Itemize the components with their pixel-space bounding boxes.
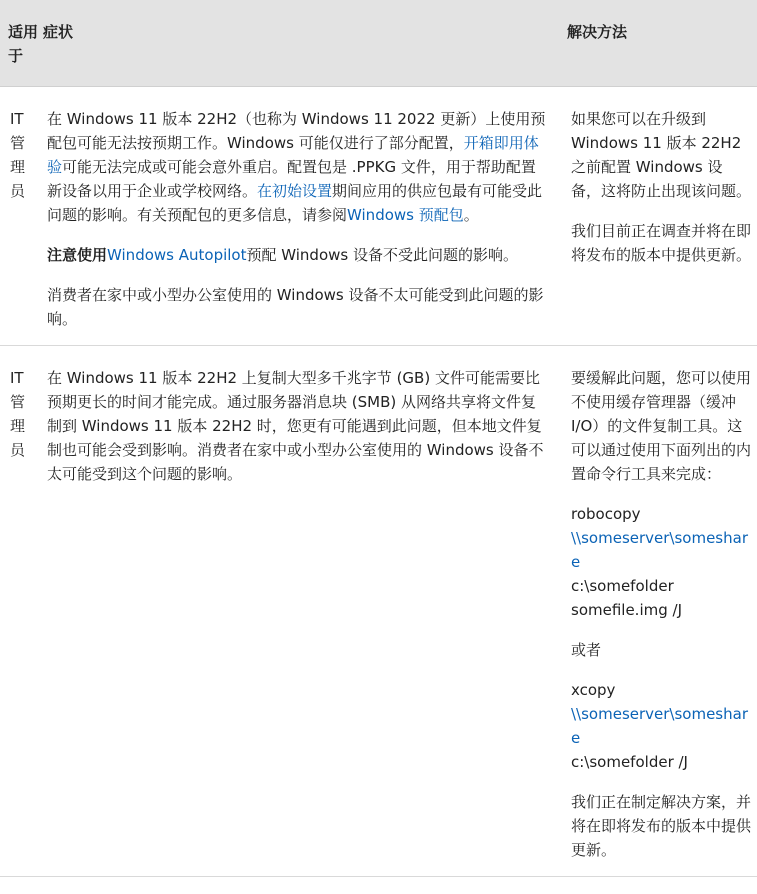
symptom-cell [40, 346, 563, 877]
header-applies-to: 适用于 [0, 0, 40, 87]
command-text: c:\somefolder [571, 577, 674, 595]
or-separator: 或者 [571, 641, 602, 659]
share-path-link[interactable]: \\someserver\someshare [571, 529, 748, 571]
initial-setup-link[interactable]: 在初始设置 [257, 182, 333, 200]
note-label: 注意使用 [47, 246, 108, 264]
symptom-cell [40, 87, 563, 346]
symptom-paragraph: 在 Windows 11 版本 22H2 上复制大型多千兆字节 (GB) 文件可能需要比预期更长的时间才能完成。通过服务器消息块 (SMB) 从网络共享将文件复制到 Windows 11 版本 22H2 时，您更有可能遇到此问题，但本地文件复制也可能会受到影响。消费者在家中或小型办公室使用的 Windows 设备不太可能受到这个问题的影响。 [47, 369, 544, 483]
table-row [0, 346, 757, 877]
workaround-paragraph: 要缓解此问题，您可以使用不使用缓存管理器（缓冲 I/O）的文件复制工具。这可以通过使用下面列出的内置命令行工具来完成： [571, 369, 752, 483]
applies-to-cell: IT管理员 [0, 346, 40, 877]
header-symptom: 症状 [40, 0, 563, 87]
workaround-cell [563, 87, 757, 346]
workaround-cell [563, 346, 757, 877]
table-header [0, 0, 757, 87]
command-text: somefile.img /J [571, 601, 682, 619]
note-paragraph [47, 243, 549, 267]
autopilot-link[interactable]: Windows Autopilot [107, 246, 247, 264]
header-workaround: 解决方法 [563, 0, 757, 87]
xcopy-command [571, 678, 751, 774]
symptom-paragraph [47, 107, 549, 227]
note-text: 预配 Windows 设备不受此问题的影响。 [246, 246, 518, 264]
workaround-paragraph: 如果您可以在升级到 Windows 11 版本 22H2 之前配置 Windows 设备，这将防止出现该问题。 [571, 110, 752, 200]
symptom-text: 期间应用的供应包最有可能受此问题的影响。有关预配包的更多信息，请参阅 [47, 182, 543, 224]
oobe-link[interactable]: 开箱即用体验 [47, 134, 539, 176]
robocopy-command [571, 502, 751, 622]
command-text: c:\somefolder /J [571, 753, 688, 771]
symptom-text: 。 [463, 206, 479, 224]
table-row [0, 87, 757, 346]
consumer-note: 消费者在家中或小型办公室使用的 Windows 设备不太可能受到此问题的影响。 [47, 286, 544, 328]
command-text: robocopy [571, 505, 641, 523]
symptom-text: 在 Windows 11 版本 22H2（也称为 Windows 11 2022 更新）上使用预配包可能无法按预期工作。Windows 可能仅进行了部分配置， [47, 110, 546, 152]
provisioning-package-link[interactable]: Windows 预配包 [347, 206, 464, 224]
workaround-paragraph: 我们目前正在调查并将在即将发布的版本中提供更新。 [571, 222, 752, 264]
command-text: xcopy [571, 681, 616, 699]
symptom-text: 可能无法完成或可能会意外重启。配置包是 .PPKG 文件，用于帮助配置新设备以用于企业或学校网络。 [47, 158, 536, 200]
share-path-link[interactable]: \\someserver\someshare [571, 705, 748, 747]
applies-to-cell: IT管理员 [0, 87, 40, 346]
workaround-paragraph: 我们正在制定解决方案，并将在即将发布的版本中提供更新。 [571, 793, 752, 859]
